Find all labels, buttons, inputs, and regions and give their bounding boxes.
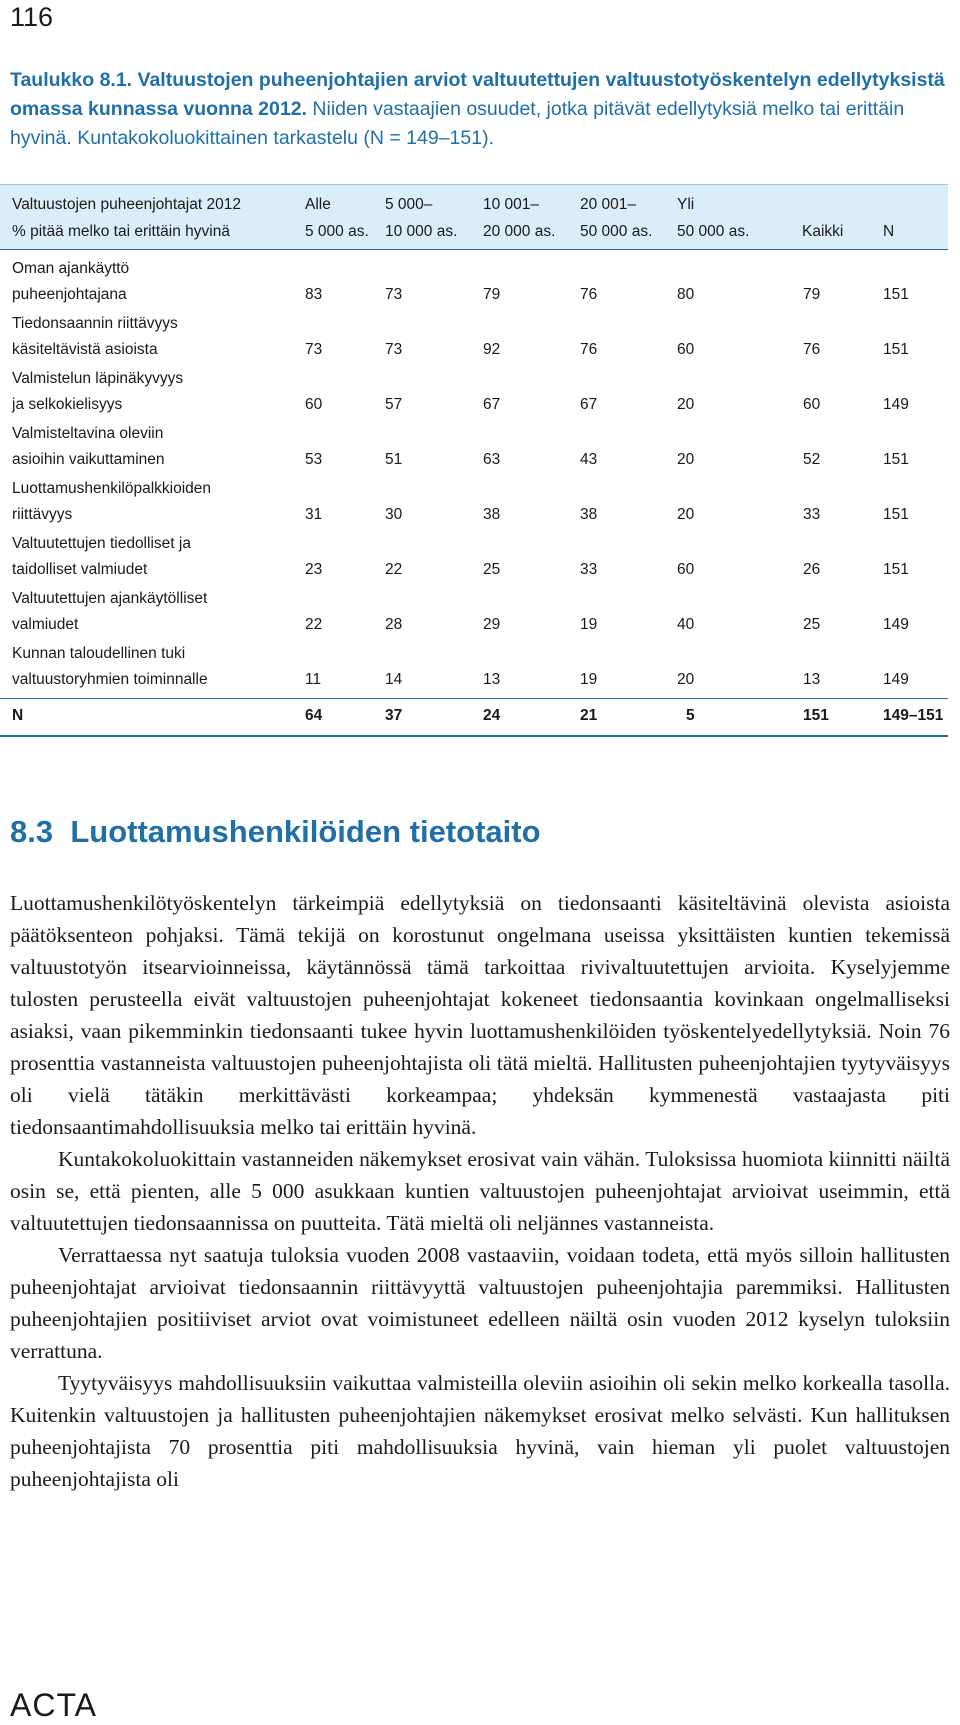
table-cell: 76 bbox=[803, 341, 821, 358]
table-cell: 19 bbox=[580, 616, 598, 633]
table-cell: 11 bbox=[305, 671, 322, 688]
table-cell: 83 bbox=[305, 286, 323, 303]
table-cell: 57 bbox=[385, 396, 403, 413]
table-cell: 151 bbox=[883, 286, 909, 303]
table-cell: 67 bbox=[483, 396, 501, 413]
table-header bbox=[0, 184, 948, 250]
table-cell: 60 bbox=[305, 396, 323, 413]
table-cell: 20 bbox=[677, 396, 695, 413]
table-cell: 151 bbox=[883, 451, 909, 468]
table-body bbox=[0, 250, 948, 690]
header-col-20001-50000: 20 001– 50 000 as. bbox=[580, 196, 653, 240]
table-cell: 53 bbox=[305, 451, 323, 468]
table-cell: 73 bbox=[305, 341, 323, 358]
table-row bbox=[0, 580, 948, 635]
row-label: Luottamushenkilöpalkkioiden riittävyys bbox=[12, 480, 212, 523]
paragraph: Luottamushenkilötyöskentelyn tärkeimpiä edellytyksiä on tiedonsaanti käsiteltävinä olevista asioista päätöksenteon pohjaksi. Tämä tekijä on korostunut ongelmana useissa yksittäisten kuntien tekemissä valtuustotyön itsearvioinneissa, käytännössä tämä tarkoittaa rivivaltuutettujen arvioita. Kyselyjemme tulosten perusteella eivät valtuustojen puheenjohtajat kokeneet tiedonsaantia kovinkaan ongelmalliseksi asiaksi, vaan pikemminkin tiedonsaanti tukee hyvin luottamushenkilöiden työskentelyedellytyksiä. Noin 76 prosenttia vastanneista valtuustojen puheenjohtajista oli tätä mieltä. Hallitusten puheenjohtajien tyytyväisyys oli vielä tätäkin merkittävästi korkeampaa; yhdeksän kymmenestä vastaajasta piti tiedonsaantimahdollisuuksia melko tai erittäin hyvinä. bbox=[10, 891, 950, 1139]
table-row bbox=[0, 360, 948, 415]
table-cell: 31 bbox=[305, 506, 323, 523]
table-cell: 79 bbox=[803, 286, 821, 303]
table-cell: 28 bbox=[385, 616, 403, 633]
table-cell: 25 bbox=[803, 616, 821, 633]
table-cell: 63 bbox=[483, 451, 501, 468]
table-cell: 25 bbox=[483, 561, 501, 578]
table-cell: 73 bbox=[385, 286, 403, 303]
header-col-5000-10000: 5 000– 10 000 as. bbox=[385, 196, 458, 240]
table-cell: 149 bbox=[883, 396, 909, 413]
table-row bbox=[0, 525, 948, 580]
table-row bbox=[0, 250, 948, 305]
table-cell: 22 bbox=[385, 561, 403, 578]
header-col-n: N bbox=[883, 223, 895, 240]
table-row bbox=[0, 305, 948, 360]
row-label: Valtuutettujen tiedolliset ja taidolliset valmiudet bbox=[12, 535, 191, 578]
header-label-line1: Valtuustojen puheenjohtajat 2012 bbox=[12, 196, 241, 213]
paragraph: Kuntakokoluokittain vastanneiden näkemykset erosivat vain vähän. Tuloksissa huomiota kiinnitti näiltä osin se, että pienten, alle 5 000 asukkaan kuntien valtuustojen puheenjohtajat arvioivat useimmin, että valtuutettujen tiedonsaannissa on puutteita. Tätä mieltä oli neljännes vastanneista. bbox=[10, 1147, 950, 1235]
table-cell: 79 bbox=[483, 286, 501, 303]
table-cell: 43 bbox=[580, 451, 598, 468]
body-text bbox=[10, 887, 950, 1495]
table-cell: 33 bbox=[580, 561, 598, 578]
table-cell: 149 bbox=[883, 671, 909, 688]
table-cell: 40 bbox=[677, 616, 695, 633]
page-number: 116 bbox=[10, 2, 54, 32]
table-cell: 26 bbox=[803, 561, 821, 578]
table-cell: 52 bbox=[803, 451, 821, 468]
table-cell: 20 bbox=[677, 451, 695, 468]
table-cell: 60 bbox=[677, 341, 695, 358]
caption-label: Taulukko 8.1. Valtuustojen puheenjohtajien arviot valtuutettujen valtuustotyöskentelyn edellytyksistä omassa kunnassa vuonna 2012. bbox=[10, 69, 945, 120]
table-cell: 19 bbox=[580, 671, 598, 688]
table-cell: 29 bbox=[483, 616, 501, 633]
header-col-10001-20000: 10 001– 20 000 as. bbox=[483, 196, 556, 240]
table-row bbox=[0, 635, 948, 690]
table-cell: 76 bbox=[580, 286, 598, 303]
table-cell: 80 bbox=[677, 286, 695, 303]
row-label: Kunnan taloudellinen tuki valtuustoryhmien toiminnalle bbox=[12, 645, 208, 688]
total-cell: 64 bbox=[305, 707, 323, 724]
table-cell: 60 bbox=[803, 396, 821, 413]
table-cell: 38 bbox=[580, 506, 598, 523]
table-cell: 30 bbox=[385, 506, 403, 523]
total-cell: 21 bbox=[580, 707, 598, 724]
table-cell: 73 bbox=[385, 341, 403, 358]
section-title: Luottamushenkilöiden tietotaito bbox=[70, 814, 541, 849]
header-col-over-50000: Yli 50 000 as. bbox=[677, 196, 750, 240]
table-cell: 151 bbox=[883, 561, 909, 578]
paragraph: Verrattaessa nyt saatuja tuloksia vuoden 2008 vastaaviin, voidaan todeta, että myös silloin hallitusten puheenjohtajat arvioivat tiedonsaannin riittävyyttä valtuustojen puheenjohtajia paremmiksi. Hallitusten puheenjohtajien positiiviset arviot ovat voimistuneet edelleen näiltä osin vuoden 2012 kyselyn tuloksiin verrattuna. bbox=[10, 1243, 950, 1363]
table-cell: 76 bbox=[580, 341, 598, 358]
table-cell: 13 bbox=[803, 671, 821, 688]
table-row bbox=[0, 415, 948, 470]
header-label-line2: % pitää melko tai erittäin hyvinä bbox=[12, 223, 230, 240]
table-caption bbox=[10, 66, 950, 153]
table-cell: 60 bbox=[677, 561, 695, 578]
table-cell: 149 bbox=[883, 616, 909, 633]
total-cell: 24 bbox=[483, 707, 501, 724]
total-cell: 149–151 bbox=[883, 707, 944, 724]
table-cell: 51 bbox=[385, 451, 403, 468]
total-cell: 5 bbox=[686, 707, 695, 724]
table-cell: 33 bbox=[803, 506, 821, 523]
row-label: Valmisteltavina oleviin asioihin vaikuttaminen bbox=[12, 425, 165, 468]
total-label: N bbox=[12, 707, 24, 724]
header-col-kaikki: Kaikki bbox=[802, 223, 844, 240]
table-cell: 13 bbox=[483, 671, 501, 688]
section-number: 8.3 bbox=[10, 814, 54, 849]
section-heading bbox=[10, 812, 541, 852]
table-cell: 92 bbox=[483, 341, 501, 358]
table-cell: 20 bbox=[677, 671, 695, 688]
row-label: Tiedonsaannin riittävyys käsiteltävistä asioista bbox=[12, 315, 178, 358]
table-row bbox=[0, 470, 948, 525]
table-cell: 20 bbox=[677, 506, 695, 523]
paragraph: Tyytyväisyys mahdollisuuksiin vaikuttaa valmisteilla oleviin asioihin oli sekin melko korkealla tasolla. Kuitenkin valtuustojen ja hallitusten puheenjohtajien näkemykset erosivat melko selvästi. Kun hallituksen puheenjohtajista 70 prosenttia piti mahdollisuuksia hyvinä, vain hieman yli puolet valtuustojen puheenjohtajista oli bbox=[10, 1371, 950, 1491]
row-label: Oman ajankäyttö puheenjohtajana bbox=[12, 260, 130, 303]
results-table bbox=[0, 184, 948, 737]
table-cell: 14 bbox=[385, 671, 403, 688]
row-label: Valmistelun läpinäkyvyys ja selkokielisyys bbox=[12, 370, 184, 413]
total-cell: 151 bbox=[803, 707, 829, 724]
header-col-under-5000: Alle 5 000 as. bbox=[305, 196, 369, 240]
header-label bbox=[12, 185, 241, 245]
row-label: Valtuutettujen ajankäytölliset valmiudet bbox=[12, 590, 208, 633]
table-cell: 151 bbox=[883, 341, 909, 358]
table-cell: 151 bbox=[883, 506, 909, 523]
table-total-row bbox=[0, 698, 948, 737]
footer-series-label: ACTA bbox=[10, 1687, 97, 1723]
table-cell: 23 bbox=[305, 561, 323, 578]
caption-text: Niiden vastaajien osuudet, jotka pitävät edellytyksiä melko tai erittäin hyvinä. Kuntakokoluokittainen tarkastelu (N = 149–151). bbox=[10, 98, 905, 149]
table-cell: 38 bbox=[483, 506, 501, 523]
table-cell: 67 bbox=[580, 396, 598, 413]
total-cell: 37 bbox=[385, 707, 403, 724]
table-cell: 22 bbox=[305, 616, 323, 633]
